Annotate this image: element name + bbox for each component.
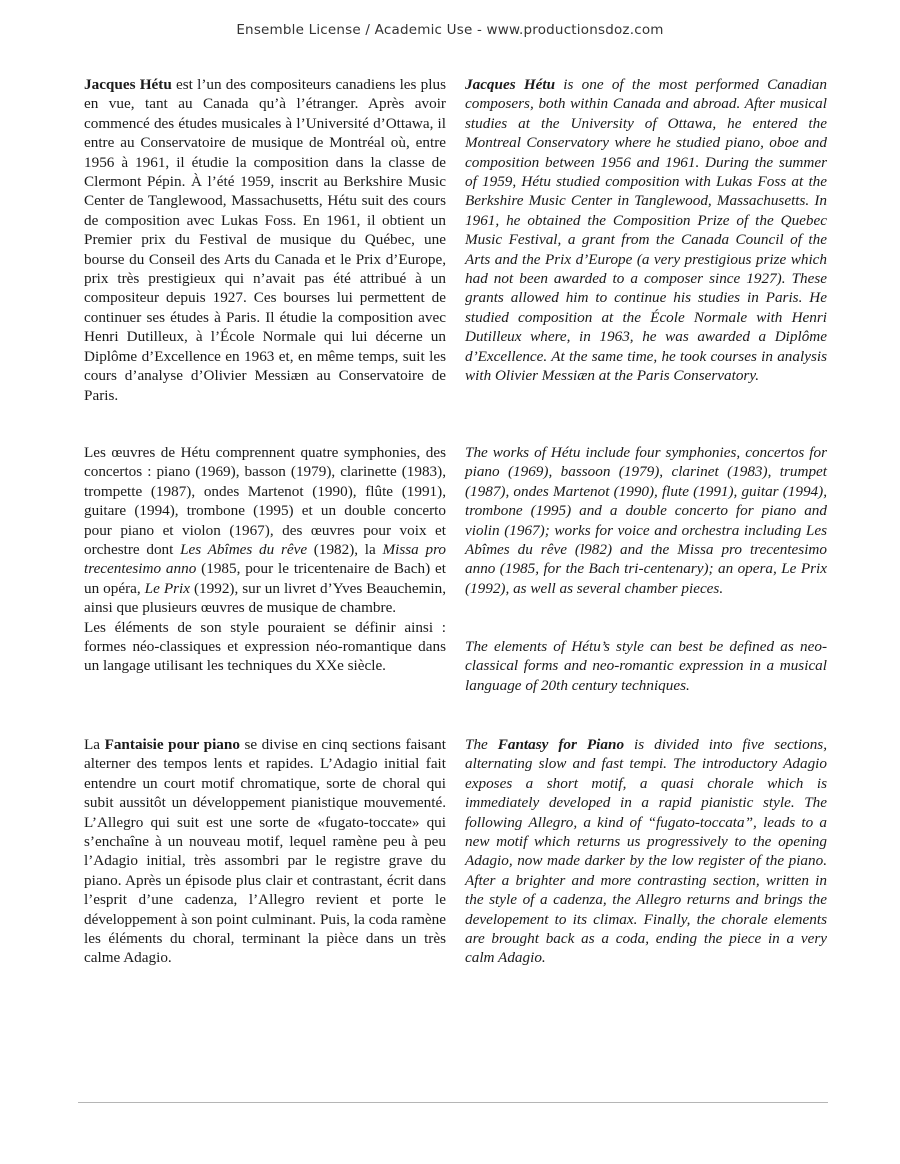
- footer-divider: [78, 1102, 828, 1103]
- english-works-block: [465, 443, 827, 598]
- english-style-block: [465, 637, 827, 695]
- piece-title: Fantasy for Piano: [497, 736, 625, 753]
- english-bio-paragraph: Jacques Hétu is one of the most performed Canadian composers, both within Canada and abroad. After musical studies at the University of Ottawa, he entered the Montreal Conservatory where he studied piano, oboe and composition between 1956 and 1961. During the summer of 1959, Hétu studied composition with Lukas Foss at the Berkshire Music Center in Tanglewood, Massachusetts. In 1961, he obtained the Composition Prize of the Quebec Music Festival, a grant from the Canada Council of the Arts and the Prix d’Europe (a very prestigious prize which had not been awarded to a composer since 1927). These grants allowed him to continue his studies in Paris. He studied composition at the École Normale with Henri Dutilleux where, in 1963, he was awarded a Diplôme d’Excellence. At the same time, he took courses in analysis with Olivier Messiæn at the Paris Conservatory.: [465, 76, 827, 385]
- french-bio-paragraph: Jacques Hétu est l’un des compositeurs canadiens les plus en vue, tant au Canada qu’à l’étranger. Après avoir commencé des études musicales à l’Université d’Ottawa, il entre au Conservatoire de musique de Montréal où, entre 1956 à 1961, il étudie la composition dans la classe de Clermont Pépin. À l’été 1959, inscrit au Berkshire Music Center de Tanglewood, Massachusetts, Hétu suit des cours de composition avec Lukas Foss. En 1961, il obtient un Premier prix du Festival de musique du Québec, une bourse du Conseil des Arts du Canada et le Prix d’Europe, prix très prestigieux qui n’avait pas été attribué à un compositeur depuis 1927. Ces bourses lui permettent de continuer ses études à Paris. Il étudie la composition avec Henri Dutilleux, à l’École Normale qui lui décerne un Diplôme d’Excellence en 1963 et, en même temps, suit les cours d’analyse d’Olivier Messiæn au Conservatoire de Paris.: [84, 76, 446, 404]
- page-header: Ensemble License / Academic Use - www.productionsdoz.com: [236, 22, 664, 38]
- english-style-paragraph: The elements of Hétu’s style can best be defined as neo-classical forms and neo-romantic expression in a musical language of 20th century techniques.: [465, 638, 827, 694]
- french-fantaisie-paragraph: La Fantaisie pour piano se divise en cinq sections faisant alterner des tempos lents et rapides. L’Adagio initial fait entendre un court motif chromatique, sorte de choral qui subit aussitôt un développement pianistique mouvementé. L’Allegro qui suit est une sorte de «fugato-toccate» qui s’enchaîne à un nouveau motif, lequel ramène peu à peu l’Adagio initial, très assombri par le registre grave du piano. Après un épisode plus clair et contrastant, écrit dans l’esprit d’une cadenza, l’Allegro revient et porte le développement à son point culminant. Puis, la coda ramène les éléments du choral, terminant la pièce dans un très calme Adagio.: [84, 736, 446, 967]
- english-column: [465, 75, 827, 386]
- english-fantasy-block: [465, 735, 827, 968]
- french-column: [84, 75, 446, 405]
- french-fantaisie-block: [84, 735, 446, 968]
- composer-name: Jacques Hétu: [465, 76, 556, 93]
- composer-name: Jacques Hétu: [84, 76, 172, 93]
- french-style-paragraph: Les éléments de son style pouraient se définir ainsi : formes néo-classiques et expression néo-romantique dans un langage utilisant les techniques du XXe siècle.: [84, 618, 446, 675]
- french-works-paragraph: Les œuvres de Hétu comprennent quatre symphonies, des concertos : piano (1969), basson (1979), clarinette (1983), trompette (1987), ondes Martenot (1990), flûte (1991), guitare (1994), trombone (1995) et un double concerto pour piano et violon (1967), des œuvres pour voix et orchestre dont Les Abîmes du rêve (1982), la Missa pro trecentesimo anno (1985, pour le tricentenaire de Bach) et un opéra, Le Prix (1992), sur un livret d’Yves Beauchemin, ainsi que plusieurs œuvres de musique de chambre.: [84, 444, 447, 617]
- english-fantasy-paragraph: The Fantasy for Piano is divided into five sections, alternating slow and fast tempi. The introductory Adagio exposes a short motif, a quasi chorale which is immediately developed in a rapid pianistic style. The following Allegro, a kind of “fugato-toccata”, leads to a new motif which returns us progressively to the opening Adagio, now made darker by the low register of the piano. After a brighter and more contrasting section, written in the style of a cadenza, the Allegro returns and brings the developement to its climax. Finally, the chorale elements are brought back as a coda, ending the piece in a very calm Adagio.: [465, 736, 828, 967]
- piece-title: Fantaisie pour piano: [104, 736, 240, 753]
- french-works-block: [84, 443, 446, 676]
- english-works-paragraph: The works of Hétu include four symphonies, concertos for piano (1969), bassoon (1979), clarinet (1983), trumpet (1987), ondes Martenot (1990), flute (1991), guitar (1994), trombone (1995) and a double concerto for piano and violin (1967); works for voice and orchestra including Les Abîmes du rêve (l982) and the Missa pro trecentesimo anno (1985, for the Bach tri-centenary); an opera, Le Prix (1992), as well as several chamber pieces.: [465, 444, 827, 597]
